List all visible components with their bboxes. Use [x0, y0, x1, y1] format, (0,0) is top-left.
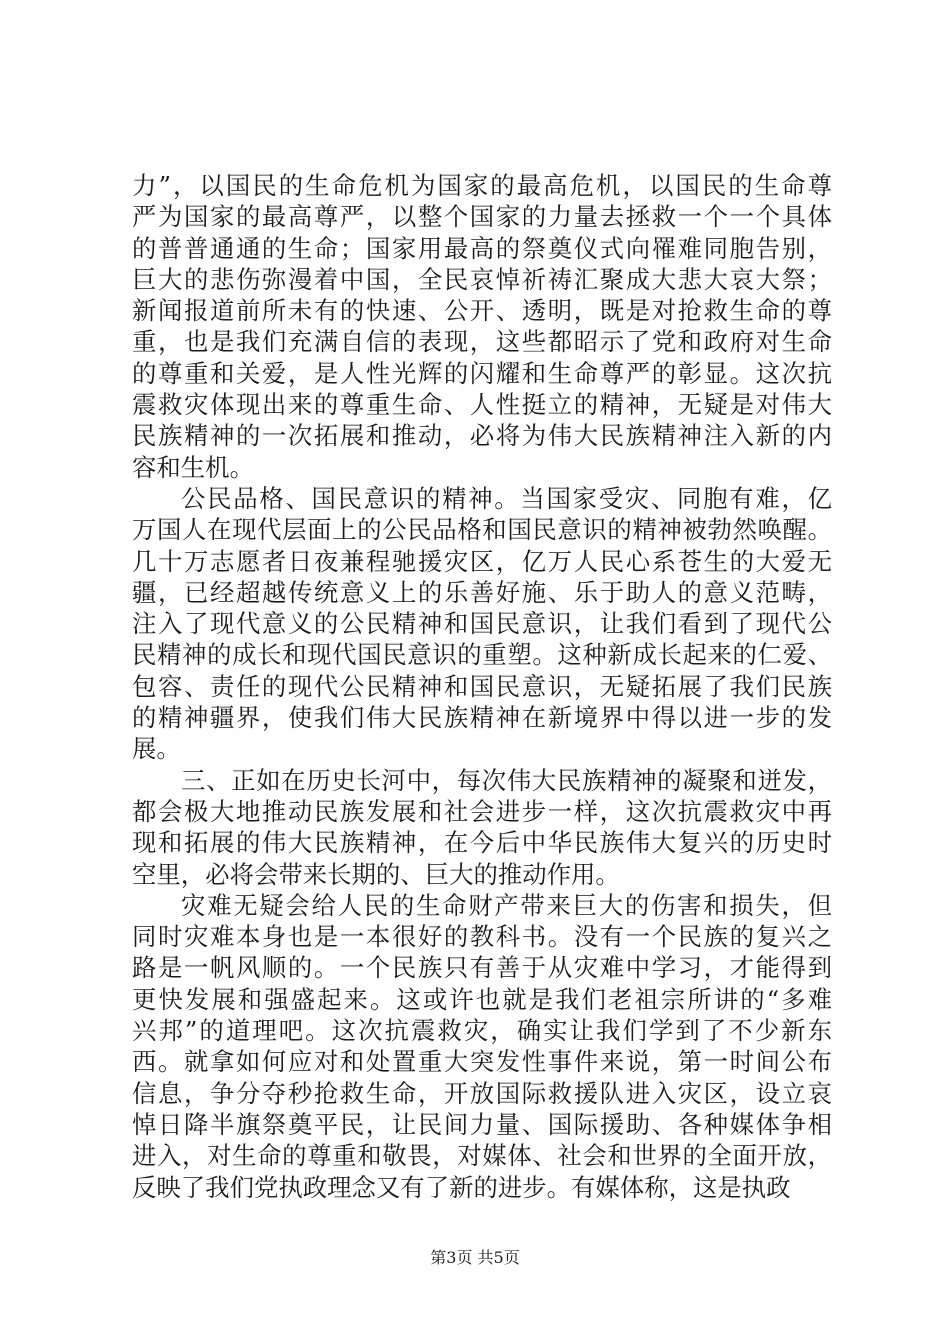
text-line: 路是一帆风顺的。一个民族只有善于从灾难中学习，才能得到: [132, 953, 832, 983]
page-number: 第3页 共5页: [430, 1248, 520, 1267]
text-line: 容和生机。: [132, 452, 254, 482]
text-line: 西。就拿如何应对和处置重大突发性事件来说，第一时间公布: [132, 1047, 832, 1077]
text-line: 展。: [132, 734, 181, 764]
text-line: 空里，必将会带来长期的、巨大的推动作用。: [132, 859, 620, 889]
text-line: 灾难无疑会给人民的生命财产带来巨大的伤害和损失，但: [181, 890, 832, 920]
text-line: 的尊重和关爱，是人性光辉的闪耀和生命尊严的彰显。这次抗: [132, 358, 832, 388]
text-line: 公民品格、国民意识的精神。当国家受灾、同胞有难，亿: [181, 483, 832, 513]
paragraph: [132, 483, 832, 765]
text-line: 信息，争分夺秒抢救生命，开放国际救援队进入灾区，设立哀: [132, 1078, 832, 1108]
text-line: 注入了现代意义的公民精神和国民意识，让我们看到了现代公: [132, 609, 832, 639]
text-line: 兴邦”的道理吧。这次抗震救灾，确实让我们学到了不少新东: [132, 1016, 832, 1046]
text-line: 都会极大地推动民族发展和社会进步一样，这次抗震救灾中再: [132, 796, 832, 826]
text-line: 民精神的成长和现代国民意识的重塑。这种新成长起来的仁爱、: [132, 640, 832, 670]
text-line: 力”，以国民的生命危机为国家的最高危机，以国民的生命尊: [132, 171, 832, 200]
text-line: 进入，对生命的尊重和敬畏，对媒体、社会和世界的全面开放，: [132, 1141, 832, 1171]
paragraph: [132, 890, 832, 1203]
paragraph: [132, 765, 832, 890]
text-line: 震救灾体现出来的尊重生命、人性挺立的精神，无疑是对伟大: [132, 390, 832, 420]
text-line: 万国人在现代层面上的公民品格和国民意识的精神被勃然唤醒。: [132, 515, 832, 545]
document-body: [132, 170, 832, 1203]
text-line: 现和拓展的伟大民族精神，在今后中华民族伟大复兴的历史时: [132, 828, 832, 858]
text-line: 新闻报道前所未有的快速、公开、透明，既是对抢救生命的尊: [132, 296, 832, 326]
text-line: 悼日降半旗祭奠平民，让民间力量、国际援助、各种媒体争相: [132, 1109, 832, 1139]
text-line: 三、正如在历史长河中，每次伟大民族精神的凝聚和迸发，: [181, 765, 832, 795]
text-line: 巨大的悲伤弥漫着中国，全民哀悼祈祷汇聚成大悲大哀大祭；: [132, 264, 832, 294]
text-line: 同时灾难本身也是一本很好的教科书。没有一个民族的复兴之: [132, 922, 832, 952]
text-line: 更快发展和强盛起来。这或许也就是我们老祖宗所讲的“多难: [132, 984, 832, 1014]
text-line: 的精神疆界，使我们伟大民族精神在新境界中得以进一步的发: [132, 703, 832, 733]
text-line: 疆，已经超越传统意义上的乐善好施、乐于助人的意义范畴，: [132, 577, 832, 607]
text-line: 包容、责任的现代公民精神和国民意识，无疑拓展了我们民族: [132, 671, 832, 701]
text-line: 重，也是我们充满自信的表现，这些都昭示了党和政府对生命: [132, 327, 832, 357]
text-line: 严为国家的最高尊严，以整个国家的力量去拯救一个一个具体: [132, 202, 832, 232]
text-line: 反映了我们党执政理念又有了新的进步。有媒体称，这是执政: [132, 1172, 791, 1202]
text-line: 几十万志愿者日夜兼程驰援灾区，亿万人民心系苍生的大爱无: [132, 546, 832, 576]
paragraph: [132, 170, 832, 483]
text-line: 的普普通通的生命；国家用最高的祭奠仪式向罹难同胞告别，: [132, 233, 832, 263]
text-line: 民族精神的一次拓展和推动，必将为伟大民族精神注入新的内: [132, 421, 832, 451]
